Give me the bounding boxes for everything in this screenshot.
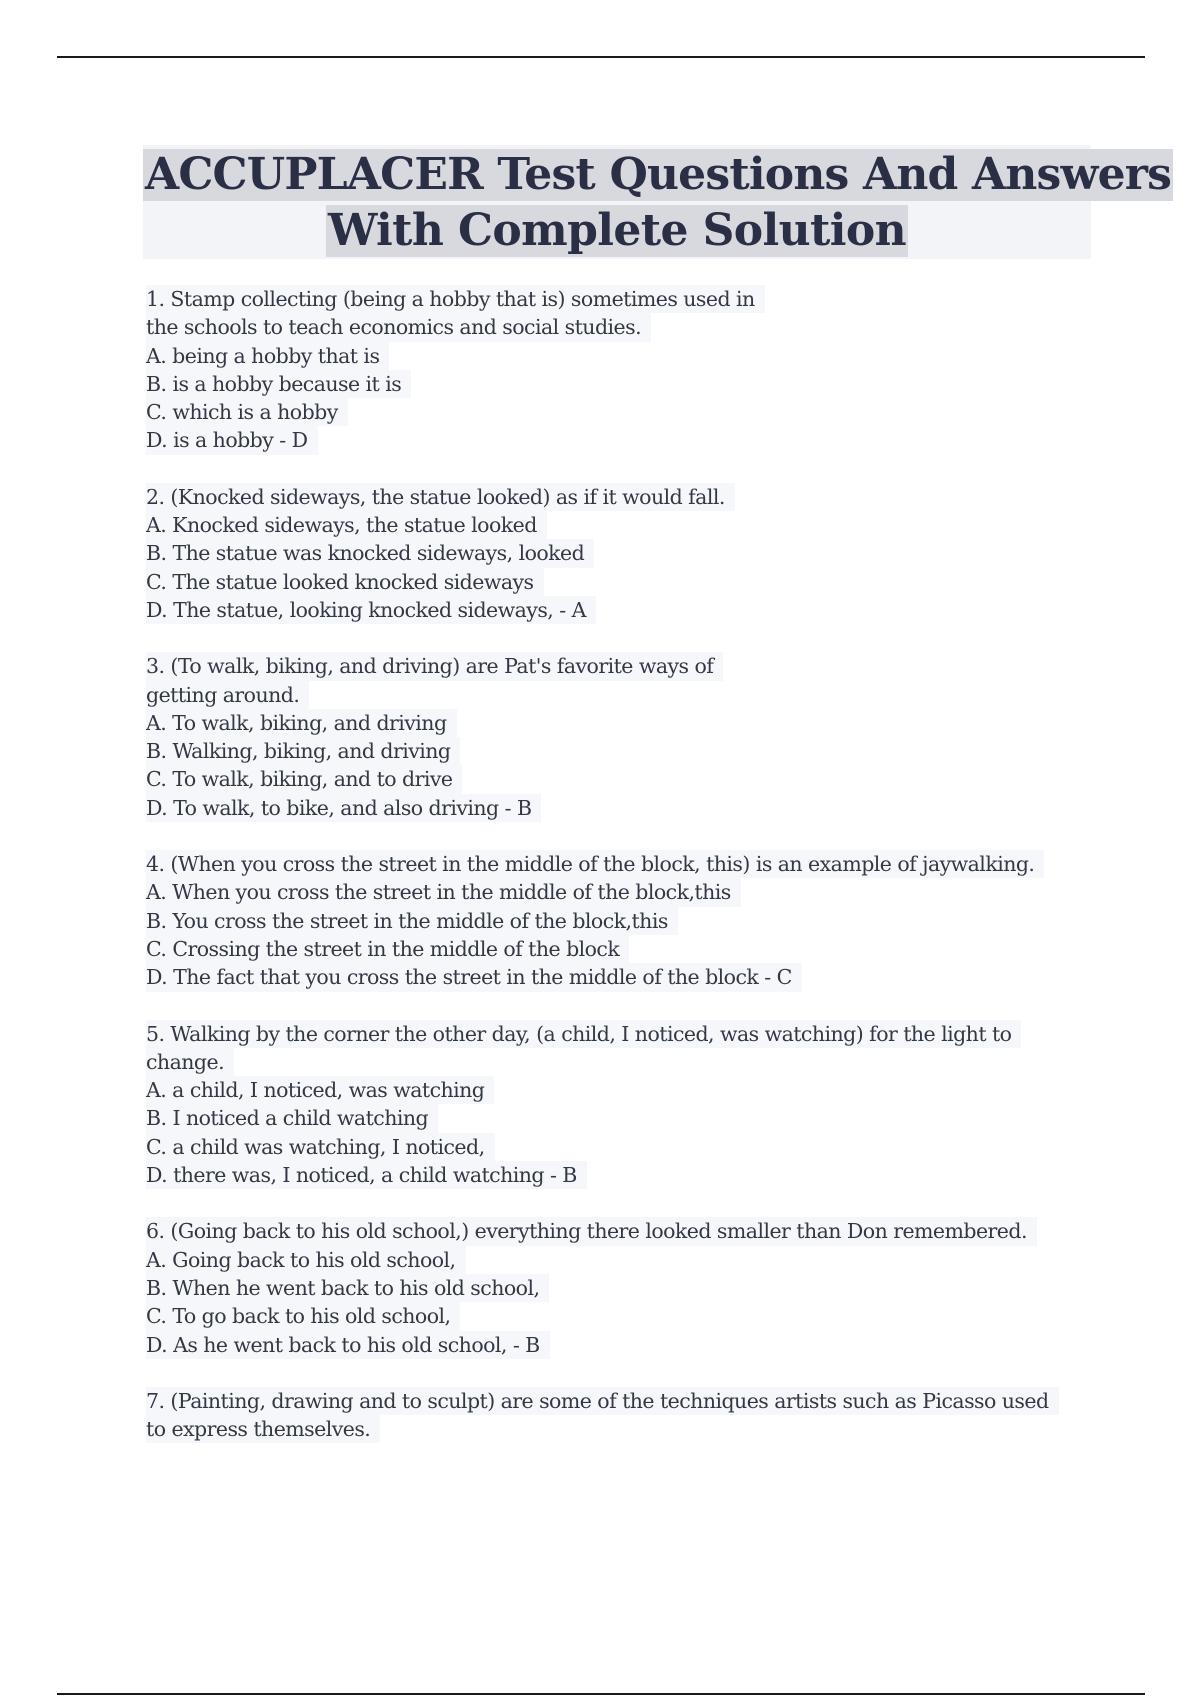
question-line — [146, 935, 1086, 963]
question-text: B. is a hobby because it is — [146, 370, 411, 398]
question-text: D. The fact that you cross the street in the middle of the block - C — [146, 963, 802, 991]
question-stem — [146, 1217, 1086, 1245]
footer-rule — [57, 1693, 1145, 1695]
question-text: C. To walk, biking, and to drive — [146, 765, 462, 793]
question-text: 6. (Going back to his old school,) everything there looked smaller than Don remembered. — [146, 1217, 1037, 1245]
question-text: 2. (Knocked sideways, the statue looked) as if it would fall. — [146, 483, 735, 511]
question-stem — [146, 652, 1086, 680]
question-text: 5. Walking by the corner the other day, (a child, I noticed, was watching) for the light to — [146, 1020, 1021, 1048]
question-text: D. To walk, to bike, and also driving - B — [146, 794, 541, 822]
question-line — [146, 1104, 1086, 1132]
question-block — [146, 483, 1086, 624]
question-text: A. To walk, biking, and driving — [146, 709, 457, 737]
question-stem — [146, 285, 1086, 313]
question-block — [146, 1020, 1086, 1190]
question-list — [146, 285, 1086, 1471]
question-line — [146, 709, 1086, 737]
title-line-2: With Complete Solution — [327, 205, 907, 256]
question-text: C. To go back to his old school, — [146, 1302, 460, 1330]
question-text: A. being a hobby that is — [146, 342, 389, 370]
question-stem — [146, 850, 1086, 878]
question-stem — [146, 1387, 1086, 1415]
question-line — [146, 1246, 1086, 1274]
question-text: D. As he went back to his old school, - B — [146, 1331, 550, 1359]
question-text: to express themselves. — [146, 1415, 380, 1443]
question-text: B. Walking, biking, and driving — [146, 737, 460, 765]
question-text: C. The statue looked knocked sideways — [146, 568, 544, 596]
question-line — [146, 568, 1086, 596]
question-text: getting around. — [146, 681, 309, 709]
question-text: 7. (Painting, drawing and to sculpt) are some of the techniques artists such as Picasso used — [146, 1387, 1059, 1415]
question-text: A. Going back to his old school, — [146, 1246, 466, 1274]
question-line — [146, 963, 1086, 991]
question-stem — [146, 1020, 1086, 1048]
question-line — [146, 737, 1086, 765]
question-line — [146, 1076, 1086, 1104]
question-block — [146, 285, 1086, 455]
question-line — [146, 511, 1086, 539]
title-line-1: ACCUPLACER Test Questions And Answers — [145, 149, 1172, 200]
question-line — [146, 765, 1086, 793]
header-rule — [57, 56, 1145, 58]
question-line — [146, 1302, 1086, 1330]
question-line — [146, 794, 1086, 822]
question-line — [146, 398, 1086, 426]
question-line — [146, 313, 1086, 341]
question-line — [146, 1331, 1086, 1359]
question-text: C. a child was watching, I noticed, — [146, 1133, 495, 1161]
question-text: 1. Stamp collecting (being a hobby that is) sometimes used in — [146, 285, 765, 313]
question-line — [146, 1048, 1086, 1076]
question-line — [146, 370, 1086, 398]
question-text: B. You cross the street in the middle of the block,this — [146, 907, 678, 935]
question-text: change. — [146, 1048, 234, 1076]
question-line — [146, 1415, 1086, 1443]
question-block — [146, 850, 1086, 991]
question-block — [146, 652, 1086, 822]
document-title — [143, 145, 1172, 259]
question-text: the schools to teach economics and social studies. — [146, 313, 651, 341]
question-line — [146, 1133, 1086, 1161]
question-text: D. is a hobby - D — [146, 426, 318, 454]
question-text: C. which is a hobby — [146, 398, 348, 426]
question-block — [146, 1217, 1086, 1358]
question-block — [146, 1387, 1086, 1444]
question-line — [146, 426, 1086, 454]
question-line — [146, 596, 1086, 624]
question-line — [146, 878, 1086, 906]
question-text: B. When he went back to his old school, — [146, 1274, 549, 1302]
question-line — [146, 342, 1086, 370]
question-text: D. there was, I noticed, a child watching - B — [146, 1161, 587, 1189]
question-text: A. a child, I noticed, was watching — [146, 1076, 494, 1104]
question-stem — [146, 483, 1086, 511]
question-line — [146, 681, 1086, 709]
question-line — [146, 1274, 1086, 1302]
question-line — [146, 539, 1086, 567]
question-text: C. Crossing the street in the middle of the block — [146, 935, 629, 963]
question-text: 3. (To walk, biking, and driving) are Pat's favorite ways of — [146, 652, 723, 680]
question-text: A. When you cross the street in the middle of the block,this — [146, 878, 741, 906]
question-line — [146, 1161, 1086, 1189]
question-text: D. The statue, looking knocked sideways, - A — [146, 596, 596, 624]
question-line — [146, 907, 1086, 935]
question-text: A. Knocked sideways, the statue looked — [146, 511, 547, 539]
question-text: 4. (When you cross the street in the middle of the block, this) is an example of jaywalking. — [146, 850, 1044, 878]
question-text: B. The statue was knocked sideways, looked — [146, 539, 594, 567]
question-text: B. I noticed a child watching — [146, 1104, 438, 1132]
